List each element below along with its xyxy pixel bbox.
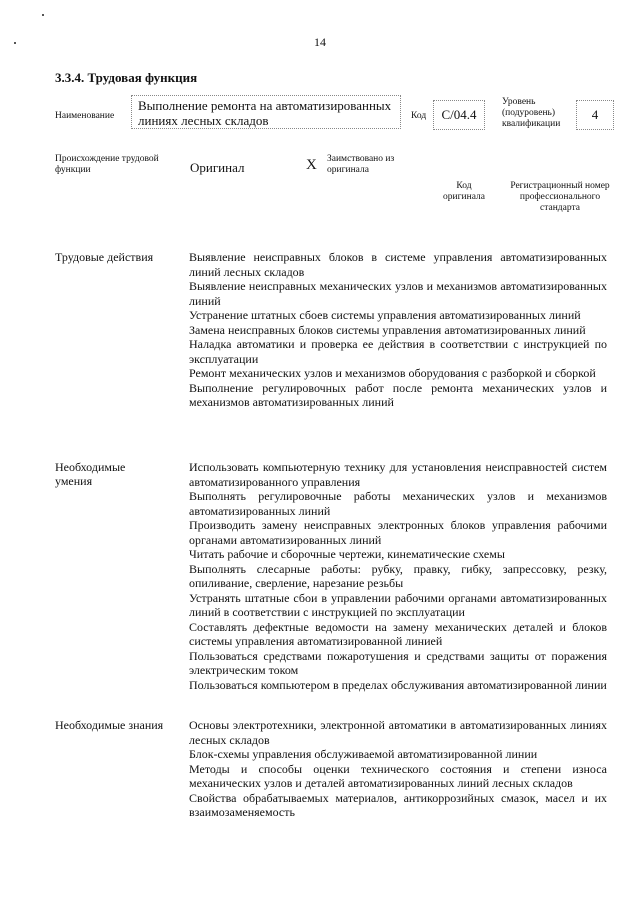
level-label: Уровень (подуровень) квалификации [502, 97, 561, 129]
list-item: Выполнение регулировочных работ после ремонта механических узлов и механизмов автоматизированных линий [189, 380, 607, 409]
list-item: Основы электротехники, электронной автоматики в автоматизированных линиях лесных складов [189, 718, 607, 747]
list-item: Устранение штатных сбоев системы управления автоматизированных линий [189, 308, 581, 322]
labor-actions-label: Трудовые действия [55, 250, 154, 264]
labor-actions-list [189, 250, 607, 410]
list-item: Выполнять регулировочные работы механических узлов и механизмов автоматизированных линий [189, 489, 607, 518]
origin-label: Происхождение трудовой функции [55, 154, 159, 175]
section-title: 3.3.4. Трудовая функция [55, 70, 198, 85]
name-value: Выполнение ремонта на автоматизированных линиях лесных складов [138, 98, 392, 128]
required-knowledge-list [189, 718, 607, 820]
list-item: Замена неисправных блоков системы управления автоматизированных линий [189, 322, 586, 337]
required-knowledge-label: Необходимые знания [55, 718, 164, 732]
list-item: Производить замену неисправных электронных блоков управления рабочими органами автоматизированных линий [189, 518, 607, 547]
list-item: Свойства обрабатываемых материалов, антикоррозийных смазок, масел и их взаимозаменяемость [189, 790, 607, 819]
level-value: 4 [591, 107, 599, 122]
list-item: Использовать компьютерную технику для установления неисправностей систем автоматизированного управления [189, 460, 607, 489]
list-item: Методы и способы оценки технического состояния и степени износа механических узлов и деталей автоматизированных линий лесных складов [189, 761, 607, 790]
level-value-box [576, 100, 614, 130]
list-item: Блок-схемы управления обслуживаемой автоматизированной линии [189, 747, 538, 761]
list-item: Пользоваться компьютером в пределах обслуживания автоматизированной линии [189, 677, 607, 692]
code-label: Код [411, 111, 427, 121]
original-label: Оригинал [190, 160, 245, 175]
page-number: 14 [314, 35, 326, 49]
list-item: Выявление неисправных блоков в системе управления автоматизированных линий лесных складов [189, 250, 607, 279]
required-skills-label: Необходимые умения [55, 460, 126, 488]
original-mark: Х [306, 157, 317, 173]
list-item: Пользоваться средствами пожаротушения и средствами защиты от поражения электрическим током [189, 648, 607, 677]
scan-speck [42, 14, 44, 16]
required-skills-list [189, 460, 607, 692]
name-value-box [131, 95, 401, 129]
list-item: Выявление неисправных механических узлов и механизмов автоматизированных линий [189, 279, 607, 308]
list-item: Составлять дефектные ведомости на замену механических деталей и блоков системы управления автоматизированной линией [189, 619, 607, 648]
list-item: Выполнять слесарные работы: рубку, правку, гибку, запрессовку, резку, опиливание, сверление, нарезание резьбы [189, 561, 607, 590]
list-item: Устранять штатные сбои в управлении рабочими органами автоматизированных линий в соответствии с инструкцией по эксплуатации [189, 590, 607, 619]
code-value-box [433, 100, 485, 130]
registration-number-label: Регистрационный номер профессионального стандарта [510, 181, 610, 213]
list-item: Ремонт механических узлов и механизмов оборудования с разборкой и сборкой [189, 366, 596, 380]
name-label: Наименование [55, 111, 115, 121]
code-value: С/04.4 [441, 107, 477, 122]
list-item: Наладка автоматики и проверка ее действия в соответствии с инструкцией по эксплуатации [189, 337, 607, 366]
original-code-label: Код оригинала [443, 181, 485, 202]
list-item: Читать рабочие и сборочные чертежи, кинематические схемы [189, 547, 505, 561]
borrowed-label: Заимствовано из оригинала [327, 154, 395, 175]
